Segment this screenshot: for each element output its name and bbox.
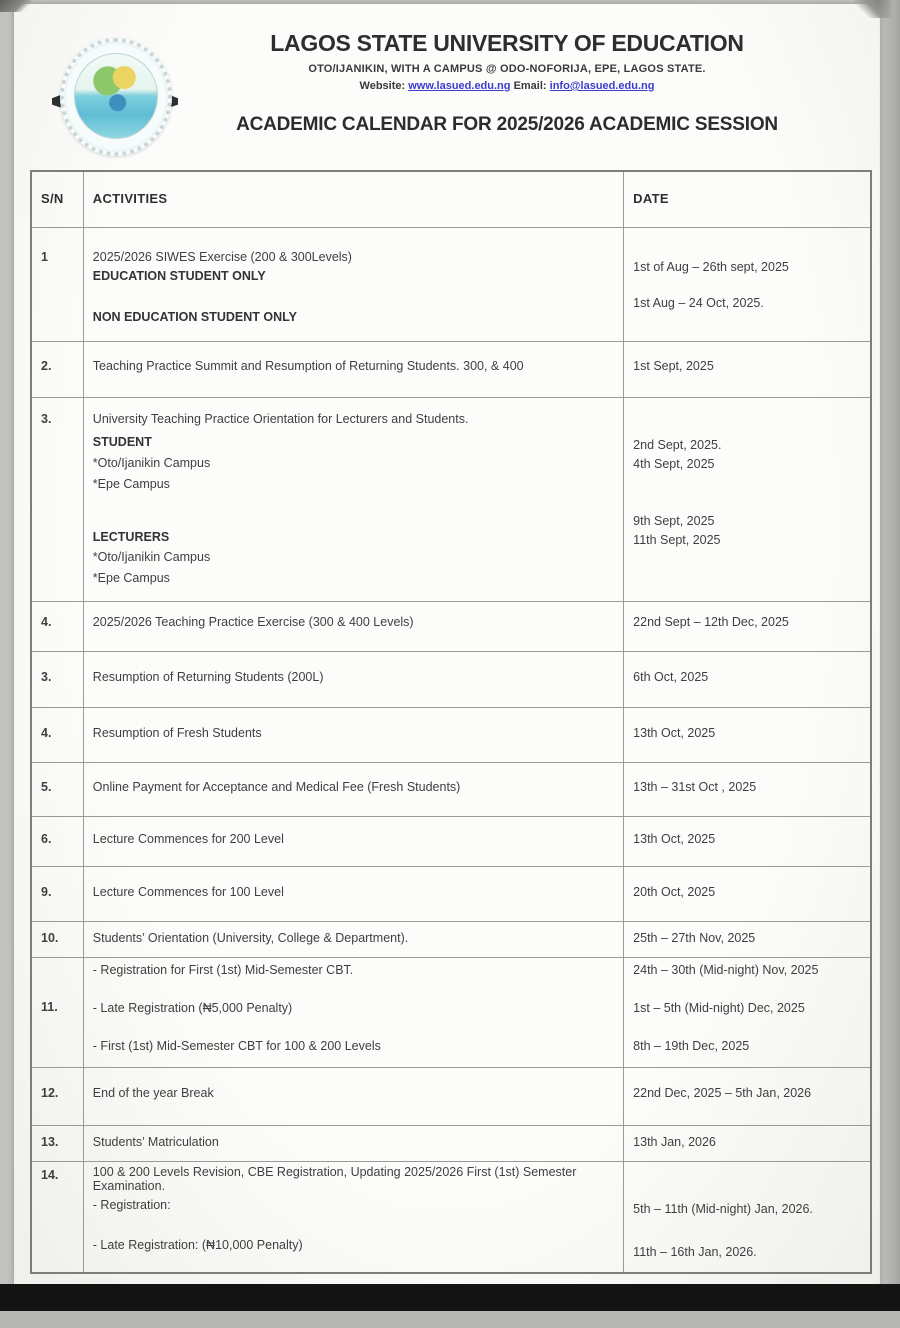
activity-line: University Teaching Practice Orientation for Lecturers and Students. bbox=[92, 412, 469, 426]
table-row bbox=[32, 602, 870, 652]
sn-cell: 14. bbox=[32, 1162, 84, 1272]
activity-line: - Registration for First (1st) Mid-Semester CBT. bbox=[92, 963, 354, 977]
activity-line: *Oto/Ijanikin Campus bbox=[92, 549, 211, 564]
table-row bbox=[32, 342, 870, 398]
sn-cell: 13. bbox=[32, 1126, 84, 1161]
activity-cell bbox=[84, 602, 624, 651]
sn-cell: 2. bbox=[32, 342, 84, 397]
sn-cell: 1 bbox=[32, 228, 84, 341]
activity-line: EDUCATION STUDENT ONLY bbox=[92, 269, 266, 284]
date-cell bbox=[624, 867, 870, 921]
activity-line: Students’ Orientation (University, College & Department). bbox=[92, 931, 409, 945]
photo-bottom-bar bbox=[0, 1284, 900, 1311]
table-row bbox=[32, 817, 870, 867]
table-row bbox=[32, 958, 870, 1068]
date-line: 4th Sept, 2025 bbox=[633, 457, 715, 472]
activity-cell bbox=[84, 1126, 624, 1161]
website-label: Website: bbox=[359, 80, 406, 92]
date-line: 1st Sept, 2025 bbox=[633, 359, 714, 373]
date-line: 24th – 30th (Mid-night) Nov, 2025 bbox=[633, 963, 819, 977]
activity-cell bbox=[84, 958, 624, 1067]
activity-line: 100 & 200 Levels Revision, CBE Registration, Updating 2025/2026 First (1st) Semester Examination. bbox=[92, 1165, 577, 1194]
activity-line: Resumption of Fresh Students bbox=[92, 726, 262, 740]
photo-bottom-margin bbox=[0, 1311, 900, 1328]
activity-line: - Registration: bbox=[92, 1197, 171, 1212]
university-name: LAGOS STATE UNIVERSITY OF EDUCATION bbox=[270, 30, 744, 56]
date-cell bbox=[624, 817, 870, 866]
activity-line: LECTURERS bbox=[92, 529, 170, 544]
table-row bbox=[32, 1162, 870, 1272]
university-address: OTO/IJANIKIN, WITH A CAMPUS @ ODO-NOFORIJA, EPE, LAGOS STATE. bbox=[308, 63, 706, 75]
date-cell bbox=[624, 1126, 870, 1161]
activity-line: End of the year Break bbox=[92, 1086, 214, 1100]
activity-line: *Epe Campus bbox=[92, 477, 170, 492]
calendar-table bbox=[30, 170, 872, 1274]
activity-cell bbox=[84, 708, 624, 762]
column-header-activities: ACTIVITIES bbox=[84, 172, 624, 227]
sn-cell: 10. bbox=[32, 922, 84, 957]
date-line: 9th Sept, 2025 bbox=[633, 513, 715, 528]
date-cell bbox=[624, 342, 870, 397]
date-cell bbox=[624, 708, 870, 762]
table-row bbox=[32, 1126, 870, 1162]
activity-line: Lecture Commences for 200 Level bbox=[92, 832, 284, 846]
sn-cell: 12. bbox=[32, 1068, 84, 1125]
activity-line: NON EDUCATION STUDENT ONLY bbox=[92, 309, 297, 324]
activity-cell bbox=[84, 817, 624, 866]
activity-cell bbox=[84, 922, 624, 957]
photo-edge-shadow bbox=[878, 0, 900, 1328]
table-header-row bbox=[32, 172, 870, 228]
table-row bbox=[32, 867, 870, 922]
column-header-date: DATE bbox=[633, 191, 669, 206]
date-line: 20th Oct, 2025 bbox=[633, 885, 716, 899]
date-cell bbox=[624, 602, 870, 651]
sn-cell: 3. bbox=[32, 652, 84, 707]
table-row bbox=[32, 763, 870, 817]
date-line: 11th – 16th Jan, 2026. bbox=[633, 1245, 757, 1260]
website-link[interactable]: www.lasued.edu.ng bbox=[408, 80, 511, 92]
activity-line: 2025/2026 Teaching Practice Exercise (300 & 400 Levels) bbox=[92, 615, 414, 629]
activity-cell bbox=[84, 342, 624, 397]
email-label: Email: bbox=[513, 80, 547, 92]
activity-line: *Oto/Ijanikin Campus bbox=[92, 455, 211, 470]
column-header-sn: S/N bbox=[32, 172, 84, 227]
activity-line: Lecture Commences for 100 Level bbox=[92, 885, 284, 899]
contact-line bbox=[144, 80, 870, 92]
sn-cell: 9. bbox=[32, 867, 84, 921]
date-cell bbox=[624, 958, 870, 1067]
date-line: 2nd Sept, 2025. bbox=[633, 438, 722, 452]
activity-line: STUDENT bbox=[92, 435, 152, 450]
date-line: 11th Sept, 2025 bbox=[633, 533, 721, 548]
table-row bbox=[32, 708, 870, 763]
date-line: 13th Jan, 2026 bbox=[633, 1135, 716, 1149]
table-row bbox=[32, 398, 870, 602]
activity-cell bbox=[84, 228, 624, 341]
date-line: 22nd Dec, 2025 – 5th Jan, 2026 bbox=[633, 1086, 812, 1100]
date-line: 1st – 5th (Mid-night) Dec, 2025 bbox=[633, 1001, 805, 1016]
document-page bbox=[14, 4, 880, 1284]
date-cell bbox=[624, 1162, 870, 1272]
date-line: 22nd Sept – 12th Dec, 2025 bbox=[633, 615, 789, 629]
activity-line: Students’ Matriculation bbox=[92, 1135, 219, 1149]
activity-cell bbox=[84, 1068, 624, 1125]
sn-cell: 4. bbox=[32, 602, 84, 651]
date-line: 25th – 27th Nov, 2025 bbox=[633, 931, 756, 945]
photo-corner-shadow-left bbox=[0, 0, 34, 12]
activity-line: - First (1st) Mid-Semester CBT for 100 & 200 Levels bbox=[92, 1038, 381, 1053]
sn-cell: 6. bbox=[32, 817, 84, 866]
date-line: 6th Oct, 2025 bbox=[633, 670, 709, 684]
activity-cell bbox=[84, 1162, 624, 1272]
table-row bbox=[32, 652, 870, 708]
activity-line: - Late Registration (₦5,000 Penalty) bbox=[92, 1001, 293, 1016]
sn-cell: 4. bbox=[32, 708, 84, 762]
table-row bbox=[32, 922, 870, 958]
activity-cell bbox=[84, 652, 624, 707]
sn-cell: 11. bbox=[32, 958, 84, 1067]
date-cell bbox=[624, 398, 870, 601]
email-link[interactable]: info@lasued.edu.ng bbox=[549, 80, 655, 92]
activity-cell bbox=[84, 867, 624, 921]
activity-line: 2025/2026 SIWES Exercise (200 & 300Levels) bbox=[92, 250, 352, 264]
activity-line: Online Payment for Acceptance and Medical Fee (Fresh Students) bbox=[92, 780, 461, 794]
activity-line: Resumption of Returning Students (200L) bbox=[92, 670, 324, 684]
date-cell bbox=[624, 763, 870, 816]
date-line: 8th – 19th Dec, 2025 bbox=[633, 1038, 750, 1053]
date-cell bbox=[624, 228, 870, 341]
document-header bbox=[144, 4, 870, 136]
sn-cell: 5. bbox=[32, 763, 84, 816]
date-line: 13th – 31st Oct , 2025 bbox=[633, 780, 757, 794]
date-cell bbox=[624, 1068, 870, 1125]
activity-cell bbox=[84, 398, 624, 601]
calendar-title: ACADEMIC CALENDAR FOR 2025/2026 ACADEMIC SESSION bbox=[236, 114, 778, 135]
table-row bbox=[32, 228, 870, 342]
sn-cell: 3. bbox=[32, 398, 84, 601]
date-line: 5th – 11th (Mid-night) Jan, 2026. bbox=[633, 1202, 813, 1216]
date-line: 13th Oct, 2025 bbox=[633, 726, 716, 740]
activity-line: Teaching Practice Summit and Resumption of Returning Students. 300, & 400 bbox=[92, 359, 524, 373]
date-cell bbox=[624, 652, 870, 707]
activity-line: - Late Registration: (₦10,000 Penalty) bbox=[92, 1238, 303, 1253]
date-cell bbox=[624, 922, 870, 957]
date-line: 1st of Aug – 26th sept, 2025 bbox=[633, 260, 789, 274]
date-line: 1st Aug – 24 Oct, 2025. bbox=[633, 296, 764, 311]
table-row bbox=[32, 1068, 870, 1126]
date-line: 13th Oct, 2025 bbox=[633, 832, 716, 846]
activity-line: *Epe Campus bbox=[92, 571, 170, 586]
activity-cell bbox=[84, 763, 624, 816]
